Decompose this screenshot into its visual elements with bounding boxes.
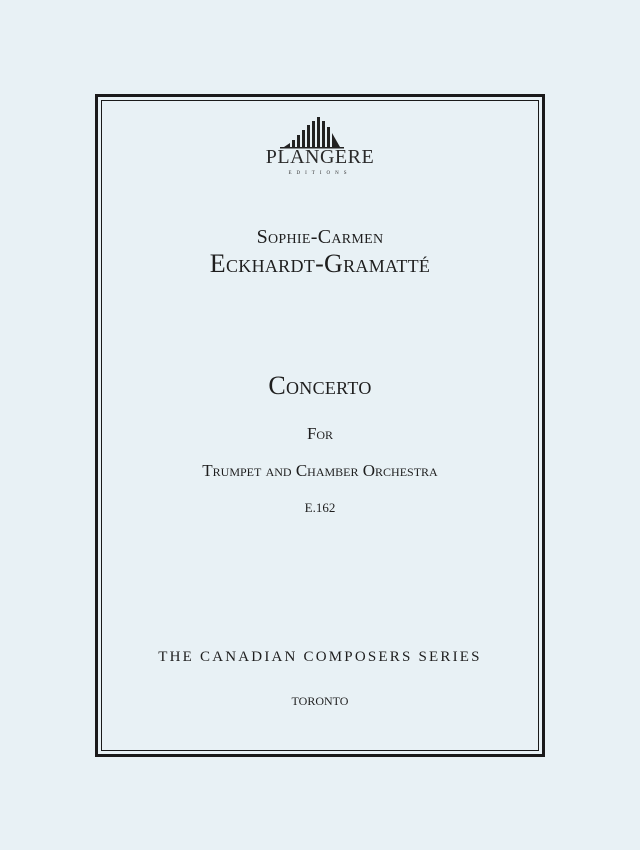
composer-last-name: Eckhardt-Gramatté (209, 249, 431, 278)
work-for-label: For (306, 424, 334, 443)
publisher-subtitle: EDITIONS (288, 171, 352, 176)
publisher-city: TORONTO (291, 694, 349, 708)
publisher-name: PLANGERE (265, 146, 375, 168)
series-title: THE CANADIAN COMPOSERS SERIES (158, 649, 482, 665)
organ-pipes-logo-icon (270, 113, 370, 149)
work-instrumentation: Trumpet and Chamber Orchestra (202, 461, 438, 480)
catalog-number: E.162 (304, 500, 336, 515)
composer-first-names: Sophie-Carmen (256, 226, 384, 248)
work-title: Concerto (268, 371, 372, 400)
